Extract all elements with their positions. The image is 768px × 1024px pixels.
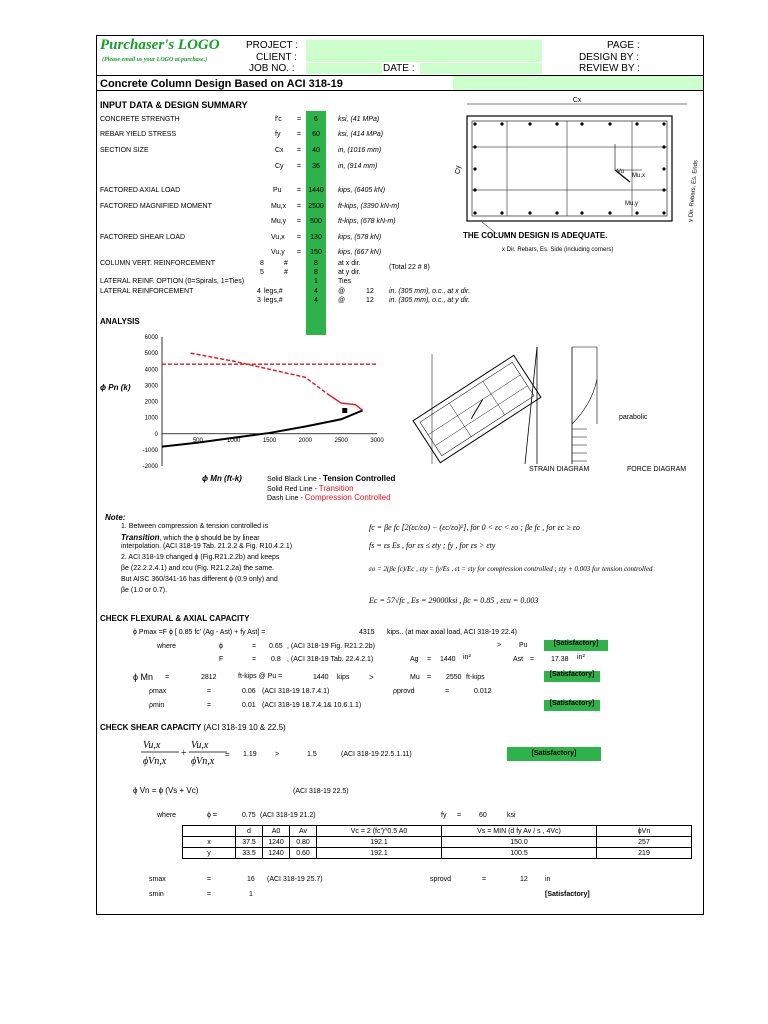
force-diagram-label: FORCE DIAGRAM: [627, 466, 687, 473]
equals: =: [207, 891, 212, 898]
option-unit: Ties: [338, 278, 351, 285]
legend-black-label: Solid Black Line -: [267, 476, 324, 483]
lat-x-size[interactable]: 4: [314, 288, 318, 295]
table-cell: 219: [597, 848, 692, 859]
shear-heading: CHECK SHEAR CAPACITY: [100, 723, 202, 732]
reinf-x-unit: at x dir.: [338, 260, 361, 267]
x-tick-label: 500: [192, 437, 203, 444]
analysis-heading: ANALYSIS: [100, 317, 140, 326]
sym: f'c: [275, 116, 282, 123]
note-2b: βe (22.2.2.4.1) and εcu (Fig. R21.2.2a) the same.: [121, 565, 275, 572]
y-tick-label: 6000: [144, 335, 158, 341]
strain-diagram-label: STRAIN DIAGRAM: [529, 466, 590, 473]
legs-label: legs,#: [264, 297, 283, 304]
designby-label: DESIGN BY :: [579, 52, 639, 63]
input-unit: ksi, (414 MPa): [338, 131, 384, 138]
mn-unit: ft-kips @ Pu =: [238, 673, 283, 680]
equals: =: [297, 203, 302, 210]
equals: =: [427, 674, 432, 681]
kips-label: kips: [337, 674, 350, 681]
sprovd-unit: in: [545, 876, 551, 883]
legend-dash-label: Dash Line -: [267, 495, 305, 502]
muy-label: Mu,y: [625, 201, 639, 207]
input-value[interactable]: 60: [312, 131, 320, 138]
ast-label: Ast: [513, 656, 524, 663]
jobno-label: JOB NO. :: [249, 63, 295, 74]
input-value[interactable]: 40: [312, 147, 320, 154]
note-1a: 1. Between compression & tension controlled is: [121, 523, 269, 530]
at: @: [338, 288, 346, 295]
title-field[interactable]: [453, 76, 703, 90]
fy-value: 60: [479, 812, 487, 819]
input-label: SECTION SIZE: [100, 147, 149, 154]
reinf-label: COLUMN VERT. REINFORCEMENT: [100, 260, 215, 267]
smax-ref: (ACI 318-19 25.7): [267, 876, 323, 883]
table-header: Av: [290, 826, 317, 837]
input-unit: kips, (578 kN): [338, 234, 382, 241]
svg-text:+: +: [181, 748, 187, 759]
gt-sign: >: [497, 642, 502, 649]
table-header: d: [236, 826, 263, 837]
phi-value: 0.75: [242, 812, 256, 819]
jobno-field[interactable]: [306, 63, 382, 74]
note-2d: βe (1.0 or 0.7).: [121, 587, 168, 594]
legend-dash-value: Compression Controlled: [304, 493, 391, 502]
sprovd-value: 12: [520, 876, 528, 883]
svg-text:Vu,x: Vu,x: [191, 740, 209, 751]
table-cell: 0.60: [290, 848, 317, 859]
sym: Pu: [273, 187, 282, 194]
x-tick-label: 1000: [226, 437, 241, 444]
client-label: CLIENT :: [256, 52, 297, 63]
table-cell: 150.0: [442, 837, 597, 848]
lat-y-size[interactable]: 4: [314, 297, 318, 304]
series-line-solid-red: [327, 393, 363, 410]
reinf-x-count: 8: [260, 260, 264, 267]
x-rebar-label: x Dir. Rebars, Es. Side (including corners): [502, 247, 614, 253]
table-row: [183, 837, 692, 848]
ag-unit: in²: [463, 654, 471, 661]
note-1d: interpolation. (ACI 318-19 Tab. 21.2.2 & Fig. R10.4.2.1): [121, 543, 293, 550]
y-tick-label: 4000: [144, 367, 158, 374]
equals: =: [427, 656, 432, 663]
shear-ratio-value: 1.19: [243, 751, 257, 758]
svg-text:ϕVn,x: ϕVn,x: [143, 756, 167, 767]
sym: Cy: [275, 163, 284, 170]
where-label: where: [157, 812, 177, 819]
table-cell: 1240: [263, 848, 290, 859]
y-tick-label: -1000: [142, 447, 158, 454]
phi-ref: (ACI 318-19 21.2): [260, 812, 316, 819]
equals: =: [297, 234, 302, 241]
smin-value: 1: [249, 891, 253, 898]
y-tick-label: 5000: [144, 351, 158, 358]
parabolic-label: parabolic: [619, 414, 648, 421]
input-unit: kips, (6405 kN): [338, 187, 386, 194]
table-header: [183, 826, 236, 837]
phi-symbol: ϕ: [219, 643, 223, 650]
interaction-chart: [127, 329, 417, 474]
mux-label: Mu,x: [632, 173, 646, 179]
equals: =: [207, 688, 212, 695]
date-field[interactable]: [420, 63, 542, 74]
smax-label: smax: [149, 876, 166, 883]
input-label: FACTORED SHEAR LOAD: [100, 234, 186, 241]
phi-value: 0.65: [269, 643, 283, 650]
mu-value: 2550: [446, 674, 462, 681]
smin-label: smin: [149, 891, 164, 898]
mn-value: 2812: [201, 674, 217, 681]
x-tick-label: 1500: [262, 437, 277, 444]
equation-moduli: Ec = 57√fc , Es = 29000ksi , βc = 0.85 , εcu = 0.003: [369, 596, 539, 605]
input-heading: INPUT DATA & DESIGN SUMMARY: [100, 100, 248, 110]
equals: =: [297, 116, 302, 123]
reinf-total: (Total 22 # 8): [389, 264, 430, 271]
y-tick-label: 2000: [144, 399, 158, 406]
equals: =: [225, 750, 230, 759]
note-2a: 2. ACI 318-19 changed ϕ (Fig.R21.2.2b) and keeps: [121, 554, 280, 561]
rho-max-note: (ACI 318-19 18.7.4.1): [262, 688, 330, 695]
reinf-y-unit: at y dir.: [338, 269, 361, 276]
svg-text:Vu,x: Vu,x: [143, 740, 161, 751]
sym: Cx: [275, 147, 284, 154]
equals: =: [252, 643, 257, 650]
table-cell: y: [183, 848, 236, 859]
table-cell: 37.5: [236, 837, 263, 848]
table-cell: 0.80: [290, 837, 317, 848]
gt-sign: >: [275, 751, 280, 758]
mn-label: ϕ Mn: [133, 672, 154, 682]
table-cell: x: [183, 837, 236, 848]
ast-unit: in²: [577, 654, 585, 661]
page-label: PAGE :: [607, 40, 640, 51]
fy-unit: ksi: [507, 812, 516, 819]
option-value[interactable]: 1: [314, 278, 318, 285]
ast-value: 17.38: [551, 656, 569, 663]
rho-max-value: 0.06: [242, 688, 256, 695]
equation-fs: fs = εs Es , for εs ≤ εty ; fy , for εs > εty: [369, 541, 496, 550]
status-satisfactory: [Satisfactory]: [507, 747, 601, 761]
input-unit: in, (914 mm): [338, 163, 378, 170]
lat-x-legs: 4: [257, 288, 261, 295]
sym: fy: [275, 131, 281, 138]
x-tick-label: 3000: [370, 437, 384, 444]
input-value[interactable]: 130: [310, 234, 322, 241]
calc-sheet: [96, 35, 704, 915]
mn-pu: 1440: [313, 674, 329, 681]
legend-red-label: Solid Red Line -: [267, 486, 319, 493]
table-header: Vc = 2 (fc')^0.5 A0: [317, 826, 442, 837]
equals: =: [297, 249, 302, 256]
ag-value: 1440: [440, 656, 456, 663]
flexural-heading: CHECK FLEXURAL & AXIAL CAPACITY: [100, 614, 250, 623]
rho-provd-label: ρprovd: [393, 688, 415, 695]
hash: #: [284, 260, 288, 267]
logo-note: (Please email us your LOGO at purchase.): [102, 57, 208, 63]
project-client-field[interactable]: [306, 40, 542, 62]
input-label: FACTORED MAGNIFIED MOMENT: [100, 203, 212, 210]
y-tick-label: 0: [154, 431, 158, 438]
y-rebar-label: y Dir. Rebars, Es. Ends: [688, 159, 700, 223]
lat-y-legs: 3: [257, 297, 261, 304]
option-label: LATERAL REINF. OPTION (0=Spirals, 1=Ties): [100, 278, 245, 285]
sym: Vu,x: [271, 234, 285, 241]
pmax-formula: ϕ Pmax =F ϕ [ 0.85 fc' (Ag - Ast) + fy Ast] =: [133, 629, 266, 636]
chart-xlabel: ϕ Mn (ft-k): [202, 474, 242, 483]
input-unit: kips, (667 kN): [338, 249, 382, 256]
lat-x-unit: in. (305 mm), o.c., at x dir.: [389, 288, 471, 295]
equals: =: [297, 218, 302, 225]
page-title: Concrete Column Design Based on ACI 318-19: [100, 78, 343, 90]
load-point-marker: [342, 408, 347, 413]
F-value: 0.8: [271, 656, 281, 663]
table-header: A0: [263, 826, 290, 837]
F-note: , (ACI 318-19 Tab. 22.4.2.1): [287, 656, 374, 663]
cy-label: Cy: [455, 165, 462, 174]
shear-heading-ref: (ACI 318-19 10 & 22.5): [203, 723, 286, 732]
gt-sign: >: [369, 673, 374, 682]
reviewby-label: REVIEW BY :: [579, 63, 640, 74]
x-tick-label: 2500: [334, 437, 348, 444]
hash: #: [284, 269, 288, 276]
equals: =: [457, 812, 462, 819]
shear-ratio-limit: 1.5: [307, 751, 317, 758]
table-header: ϕVn: [597, 826, 692, 837]
svg-text:ϕVn,x: ϕVn,x: [191, 756, 215, 767]
input-label: FACTORED AXIAL LOAD: [100, 187, 181, 194]
x-tick-label: 2000: [298, 437, 313, 444]
input-value[interactable]: 150: [310, 249, 322, 256]
lat-y-unit: in. (305 mm), o.c., at y dir.: [389, 297, 471, 304]
input-unit: ft-kips, (678 kN-m): [338, 218, 396, 225]
chart-ylabel: ϕ Pn (k): [100, 383, 131, 392]
equals: =: [297, 131, 302, 138]
legs-label: legs,#: [264, 288, 283, 295]
adequate-message: THE COLUMN DESIGN IS ADEQUATE.: [463, 231, 608, 240]
pmax-value: 4315: [359, 629, 375, 636]
reinf-y-size[interactable]: 8: [314, 269, 318, 276]
sprovd-label: sprovd: [430, 876, 452, 883]
equation-eps: εo = 2(βe fc)/Ec , εty = fy/Es , εt = εty for compression controlled ; εty + 0.003 for tension controlled: [369, 565, 653, 573]
table-cell: 100.5: [442, 848, 597, 859]
input-unit: ft-kips, (3390 kN-m): [338, 203, 400, 210]
note-1b: Transition: [121, 533, 160, 542]
legend-red-value: Transition: [318, 484, 354, 493]
equals: =: [297, 163, 302, 170]
shear-ratio-ref: (ACI 318-19 22.5.1.11): [341, 751, 412, 758]
reinf-y-count: 5: [260, 269, 264, 276]
rho-min-value: 0.01: [242, 702, 256, 709]
y-tick-label: 1000: [144, 415, 158, 422]
equation-fc: fc = βe fc [2(εc/εo) − (εc/εo)²], for 0 < εc < εo ; βe fc , for εc ≥ εo: [369, 523, 580, 532]
note-1c: , which the ϕ should be by linear: [159, 535, 260, 542]
equals: =: [445, 688, 450, 695]
input-label: REBAR YIELD STRESS: [100, 131, 177, 138]
equals: =: [207, 876, 212, 883]
lat-label: LATERAL REINFORCEMENT: [100, 288, 194, 295]
pu-label: Pu: [519, 642, 528, 649]
rho-max-label: ρmax: [149, 688, 167, 695]
status-satisfactory: [Satisfactory]: [544, 671, 600, 682]
cx-label: Cx: [572, 97, 582, 104]
equals: =: [482, 876, 487, 883]
status-satisfactory: [Satisfactory]: [544, 700, 600, 711]
sym: Mu,x: [271, 203, 287, 210]
ag-label: Ag: [410, 656, 419, 663]
table-cell: 192.1: [317, 837, 442, 848]
status-satisfactory: [Satisfactory]: [545, 891, 590, 898]
equals: =: [252, 656, 257, 663]
project-label: PROJECT :: [246, 40, 299, 51]
mu-label: Mu: [410, 674, 420, 681]
table-cell: 257: [597, 837, 692, 848]
note-2c: But AISC 360/341-16 has different ϕ (0.9 only) and: [121, 576, 278, 583]
sym: Vu,y: [271, 249, 285, 256]
reinf-x-size[interactable]: 8: [314, 260, 318, 267]
smax-value: 16: [247, 876, 255, 883]
fy-label: fy: [441, 812, 447, 819]
date-label: DATE :: [383, 63, 415, 74]
vn-ref: (ACI 318-19 22.5): [293, 788, 349, 795]
F-label: F: [219, 656, 224, 663]
table-cell: 192.1: [317, 848, 442, 859]
rho-min-label: ρmin: [149, 702, 165, 709]
input-label: CONCRETE STRENGTH: [100, 116, 180, 123]
input-unit: in, (1016 mm): [338, 147, 382, 154]
phi-note: , (ACI 318-19 Fig. R21.2.2b): [287, 643, 375, 650]
where-label: where: [157, 643, 177, 650]
equals: =: [207, 702, 212, 709]
input-unit: ksi, (41 MPa): [338, 116, 380, 123]
equals: =: [297, 147, 302, 154]
strain-force-diagram: [397, 329, 702, 479]
notes-heading: Note:: [105, 513, 126, 522]
status-satisfactory: [Satisfactory]: [544, 640, 608, 651]
rho-provd-value: 0.012: [474, 688, 492, 695]
input-value[interactable]: 6: [314, 116, 318, 123]
vu-label: Vu: [617, 169, 625, 175]
equals: =: [297, 187, 302, 194]
rho-min-note: (ACI 318-19 18.7.4.1& 10.6.1.1): [262, 702, 362, 709]
table-header-row: [183, 826, 692, 837]
y-tick-label: 3000: [144, 383, 158, 390]
legend-black-value: Tension Controlled: [323, 474, 396, 483]
input-value[interactable]: 2500: [308, 203, 324, 210]
input-value[interactable]: 36: [312, 163, 320, 170]
lat-x-spacing: 12: [366, 288, 374, 295]
input-value[interactable]: 500: [310, 218, 322, 225]
table-cell: 33.5: [236, 848, 263, 859]
at: @: [338, 297, 346, 304]
mu-unit: ft-kips: [466, 674, 485, 681]
shear-table: [182, 825, 692, 859]
purchaser-logo: Purchaser's LOGO: [100, 37, 220, 53]
equals: =: [530, 656, 535, 663]
table-cell: 1240: [263, 837, 290, 848]
y-tick-label: -2000: [142, 464, 158, 470]
input-value[interactable]: 1440: [308, 187, 324, 194]
table-header: Vs = MIN (d fy Av / s , 4Vc): [442, 826, 597, 837]
phi-symbol: ϕ =: [207, 812, 217, 819]
pmax-note: kips.. (at max axial load, ACI 318-19 22.4): [387, 629, 517, 636]
equals: =: [165, 674, 170, 681]
sym: Mu,y: [271, 218, 287, 225]
table-row: [183, 848, 692, 859]
vn-formula: ϕ Vn = ϕ (Vs + Vc): [133, 786, 199, 795]
lat-y-spacing: 12: [366, 297, 374, 304]
series-line-dash-red: [191, 353, 327, 393]
